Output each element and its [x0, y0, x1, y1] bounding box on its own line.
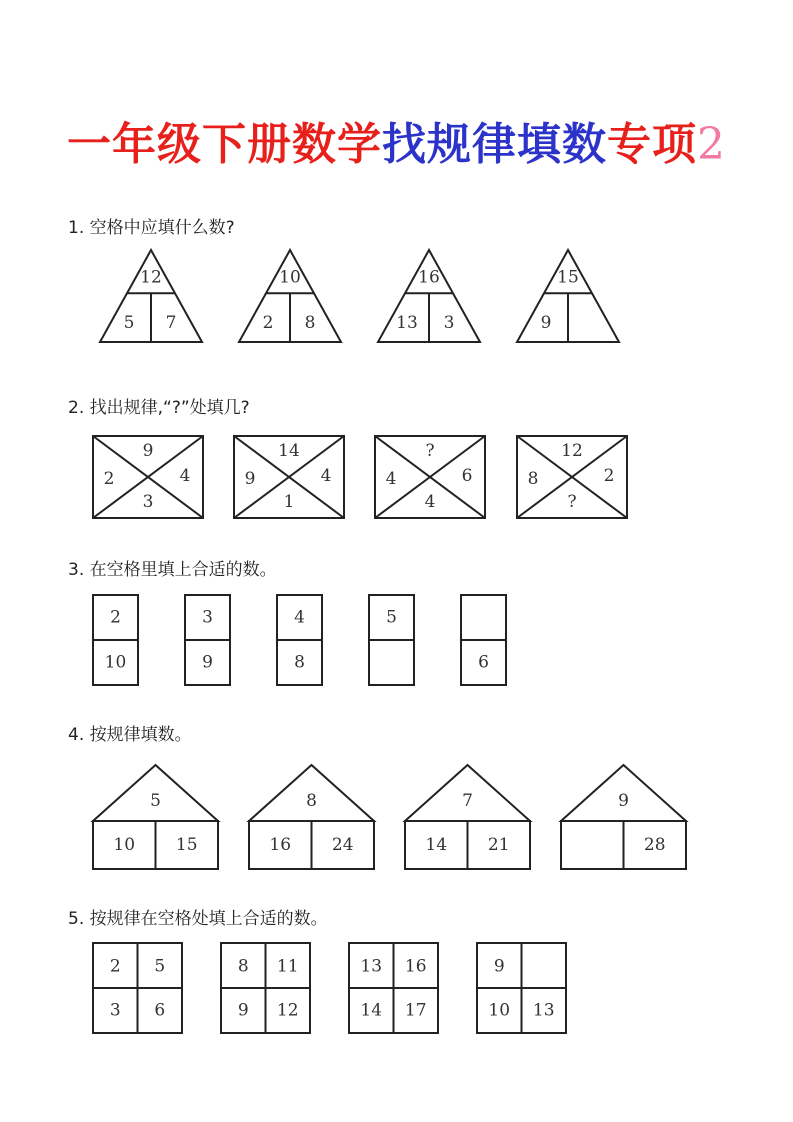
grid-top-left-number: 9 — [493, 956, 505, 977]
grid-bottom-left-number: 14 — [360, 1000, 383, 1021]
box-top-number: 9 — [142, 441, 154, 461]
stacked-box-bottom-number: 8 — [294, 652, 305, 673]
stacked-box-top-number: 4 — [294, 607, 305, 628]
house-left-number: 14 — [425, 835, 448, 855]
grid-top-left-number: 2 — [109, 956, 121, 977]
question-1-prompt: 1. 空格中应填什么数? — [68, 218, 235, 238]
triangle-right-number: 3 — [443, 313, 455, 333]
box-right-number: 4 — [179, 466, 191, 486]
title-part-topic: 找规律填数 — [382, 119, 607, 170]
triangle-left-number: 9 — [540, 313, 552, 333]
grid-top-right-number: 11 — [276, 956, 299, 977]
box-bottom-number: 1 — [283, 492, 295, 512]
triangle-left-number: 5 — [123, 313, 135, 333]
box-right-number: 2 — [603, 466, 615, 486]
number-grid — [221, 943, 310, 1033]
diagonal-box — [93, 436, 203, 518]
stacked-box — [93, 595, 138, 685]
grid-top-right-number: 16 — [404, 956, 427, 977]
number-house — [93, 765, 218, 869]
number-grid — [349, 943, 438, 1033]
house-right-number: 28 — [643, 835, 666, 855]
number-house — [249, 765, 374, 869]
number-grid — [477, 943, 566, 1033]
stacked-box-bottom-number: 10 — [104, 652, 127, 673]
grid-top-right-number: 5 — [154, 956, 166, 977]
box-bottom-number: 3 — [142, 492, 154, 512]
grid-bottom-left-number: 9 — [237, 1000, 249, 1021]
box-left-number: 9 — [244, 469, 256, 489]
stacked-box — [185, 595, 230, 685]
triangle-top-number: 10 — [279, 267, 301, 288]
house-right-number: 24 — [331, 835, 354, 855]
triangle-left-number: 2 — [262, 313, 274, 333]
stacked-box-top-number: 3 — [202, 607, 213, 628]
question-5-prompt: 5. 按规律在空格处填上合适的数。 — [68, 909, 328, 929]
grid-top-left-number: 13 — [360, 956, 383, 977]
house-left-number: 10 — [113, 835, 136, 855]
house-roof-number: 7 — [462, 791, 473, 811]
diagonal-box — [375, 436, 485, 518]
question-3-prompt: 3. 在空格里填上合适的数。 — [68, 560, 277, 580]
number-triangle — [239, 250, 341, 342]
title-part-number: 2 — [697, 119, 726, 170]
title-part-grade: 一年级下册数学 — [67, 119, 382, 170]
box-top-number: 14 — [278, 441, 300, 461]
house-right-number: 15 — [175, 835, 198, 855]
grid-bottom-right-number: 6 — [154, 1000, 166, 1021]
grid-bottom-left-number: 10 — [488, 1000, 511, 1021]
grid-bottom-right-number: 17 — [404, 1000, 427, 1021]
stacked-box — [461, 595, 506, 685]
triangle-top-number: 12 — [140, 267, 162, 288]
box-left-number: 2 — [103, 469, 115, 489]
diagonal-box — [234, 436, 344, 518]
house-left-number: 16 — [269, 835, 292, 855]
question-2-prompt: 2. 找出规律,“?”处填几? — [68, 398, 250, 418]
grid-bottom-right-number: 13 — [532, 1000, 555, 1021]
stacked-box — [369, 595, 414, 685]
house-roof-number: 8 — [306, 791, 317, 811]
triangle-right-number: 8 — [304, 313, 316, 333]
number-grid — [93, 943, 182, 1033]
box-bottom-number: ? — [567, 492, 577, 512]
diagonal-box — [517, 436, 627, 518]
triangle-top-number: 16 — [418, 267, 440, 288]
number-house — [405, 765, 530, 869]
number-triangle — [378, 250, 480, 342]
house-right-number: 21 — [487, 835, 510, 855]
box-left-number: 4 — [385, 469, 397, 489]
box-left-number: 8 — [527, 469, 539, 489]
stacked-box — [277, 595, 322, 685]
number-triangle — [517, 250, 619, 342]
stacked-box-bottom-number: 9 — [202, 652, 213, 673]
number-triangle — [100, 250, 202, 342]
box-top-number: 12 — [561, 441, 583, 461]
title-part-special: 专项 — [607, 119, 697, 170]
stacked-box-top-number: 5 — [386, 607, 397, 628]
stacked-box-bottom-number: 6 — [478, 652, 489, 673]
house-roof-number: 5 — [150, 791, 161, 811]
question-4-prompt: 4. 按规律填数。 — [68, 725, 192, 745]
grid-bottom-left-number: 3 — [109, 1000, 121, 1021]
triangle-right-number: 7 — [165, 313, 177, 333]
box-top-number: ? — [425, 441, 435, 461]
grid-top-left-number: 8 — [237, 956, 249, 977]
stacked-box-top-number: 2 — [110, 607, 121, 628]
box-right-number: 4 — [320, 466, 332, 486]
triangle-left-number: 13 — [396, 313, 418, 333]
grid-bottom-right-number: 12 — [276, 1000, 299, 1021]
number-house — [561, 765, 686, 869]
house-roof-number: 9 — [618, 791, 629, 811]
triangle-top-number: 15 — [557, 267, 579, 288]
box-right-number: 6 — [461, 466, 473, 486]
box-bottom-number: 4 — [424, 492, 436, 512]
